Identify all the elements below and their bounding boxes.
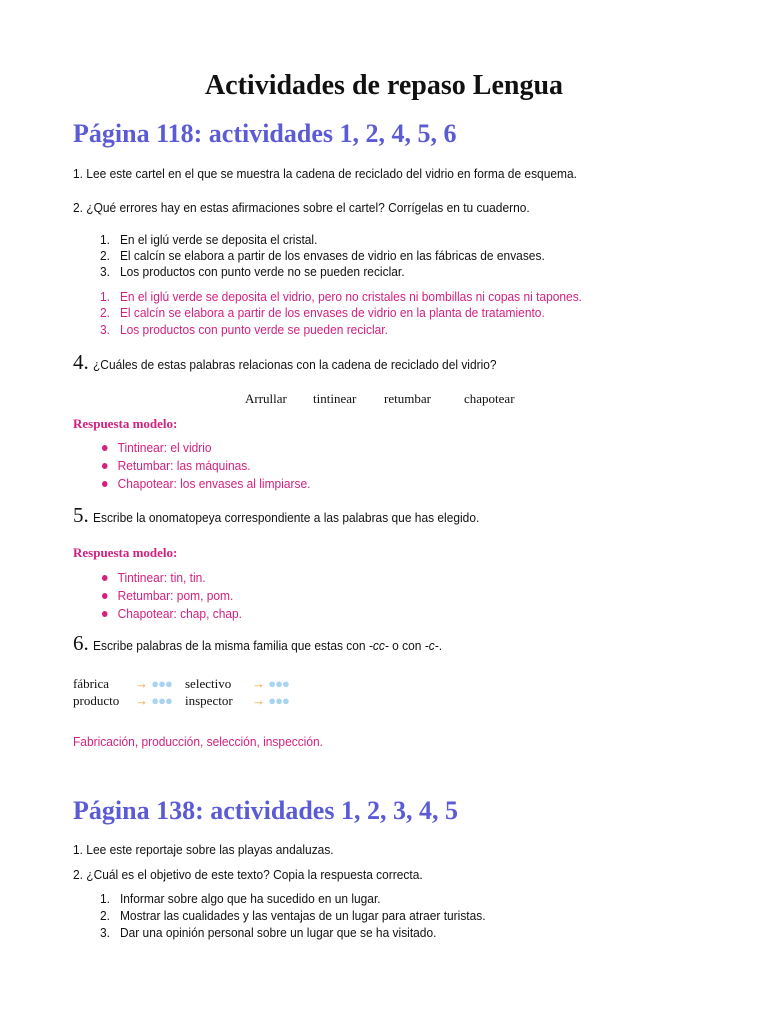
section-heading-138: Página 138: actividades 1, 2, 3, 4, 5 [73,796,458,825]
word-option: chapotear [464,391,515,406]
list-number: 3. [100,925,110,940]
question-text: Escribe la onomatopeya correspondiente a las palabras que has elegido. [92,510,480,525]
question-text: ¿Cuáles de estas palabras relacionas con la cadena de reciclado del vidrio? [92,357,497,372]
question-2: 2. ¿Qué errores hay en estas afirmaciones sobre el cartel? Corrígelas en tu cuaderno. [73,200,530,215]
word-option: retumbar [384,391,431,406]
question-2: 2. ¿Cuál es el objetivo de este texto? Copia la respuesta correcta. [73,867,423,882]
statement-item: 3. Los productos con punto verde no se pueden reciclar. [100,264,405,279]
family-word: producto [73,693,120,708]
bullet-icon [102,611,108,617]
bullet-answer: Retumbar: las máquinas. [102,458,251,473]
arrow-icon: → [135,676,148,691]
section-heading-118: Página 118: actividades 1, 2, 4, 5, 6 [73,119,457,148]
question-4 [73,350,531,375]
bullet-icon [102,575,108,581]
question-6 [73,631,472,656]
question-5 [73,503,513,528]
arrow-icon: → [135,693,148,708]
word-option: tintinear [313,391,357,406]
list-number: 1. [100,289,110,304]
answer-item: 1. En el iglú verde se deposita el vidrio, pero no cristales ni bombillas ni copas ni tapones. [100,289,583,304]
word-option: Arrullar [245,391,287,406]
bullet-answer: Chapotear: chap, chap. [102,606,242,621]
page-title: Actividades de repaso Lengua [204,70,564,101]
statement-item: 1. En el iglú verde se deposita el cristal. [100,232,318,247]
blank-dots-icon: ●●● [151,676,172,691]
blank-dots-icon: ●●● [151,693,172,708]
list-number: 3. [100,322,110,337]
arrow-icon: → [252,693,265,708]
question-number: 6. [73,631,89,655]
answer-item: 2. El calcín se elabora a partir de los envases de vidrio en la planta de tratamiento. [100,305,545,320]
bullet-answer: Retumbar: pom, pom. [102,588,233,603]
list-number: 1. [100,891,110,906]
family-word: inspector [185,693,233,708]
model-answer-label: Respuesta modelo: [73,545,178,560]
bullet-answer: Tintinear: el vidrio [102,440,212,455]
bullet-icon [102,445,108,451]
question-1: 1. Lee este reportaje sobre las playas andaluzas. [73,842,334,857]
list-number: 1. [100,232,110,247]
bullet-icon [102,463,108,469]
question-1: 1. Lee este cartel en el que se muestra la cadena de reciclado del vidrio en forma de esquema. [73,166,577,181]
question-6-answer: Fabricación, producción, selección, inspección. [73,734,323,749]
option-item: 1. Informar sobre algo que ha sucedido en un lugar. [100,891,381,906]
list-number: 3. [100,264,110,279]
list-number: 2. [100,305,110,320]
answer-item: 3. Los productos con punto verde se pueden reciclar. [100,322,388,337]
family-arrow-row [135,676,172,692]
blank-dots-icon: ●●● [268,693,289,708]
family-arrow-row [252,693,289,709]
model-answer-label: Respuesta modelo: [73,416,178,431]
statement-item: 2. El calcín se elabora a partir de los envases de vidrio en las fábricas de envases. [100,248,545,263]
family-word: fábrica [73,676,110,691]
bullet-icon [102,481,108,487]
question-number: 5. [73,503,89,527]
question-number: 4. [73,350,89,374]
option-item: 2. Mostrar las cualidades y las ventajas de un lugar para atraer turistas. [100,908,486,923]
bullet-answer: Chapotear: los envases al limpiarse. [102,476,310,491]
list-number: 2. [100,248,110,263]
question-text: Escribe palabras de la misma familia que estas con -cc- o con -c-. [92,638,442,653]
bullet-icon [102,593,108,599]
family-word: selectivo [185,676,232,691]
bullet-answer: Tintinear: tin, tin. [102,570,206,585]
arrow-icon: → [252,676,265,691]
list-number: 2. [100,908,110,923]
family-arrow-row [252,676,289,692]
blank-dots-icon: ●●● [268,676,289,691]
family-arrow-row [135,693,172,709]
option-item: 3. Dar una opinión personal sobre un lugar que se ha visitado. [100,925,437,940]
